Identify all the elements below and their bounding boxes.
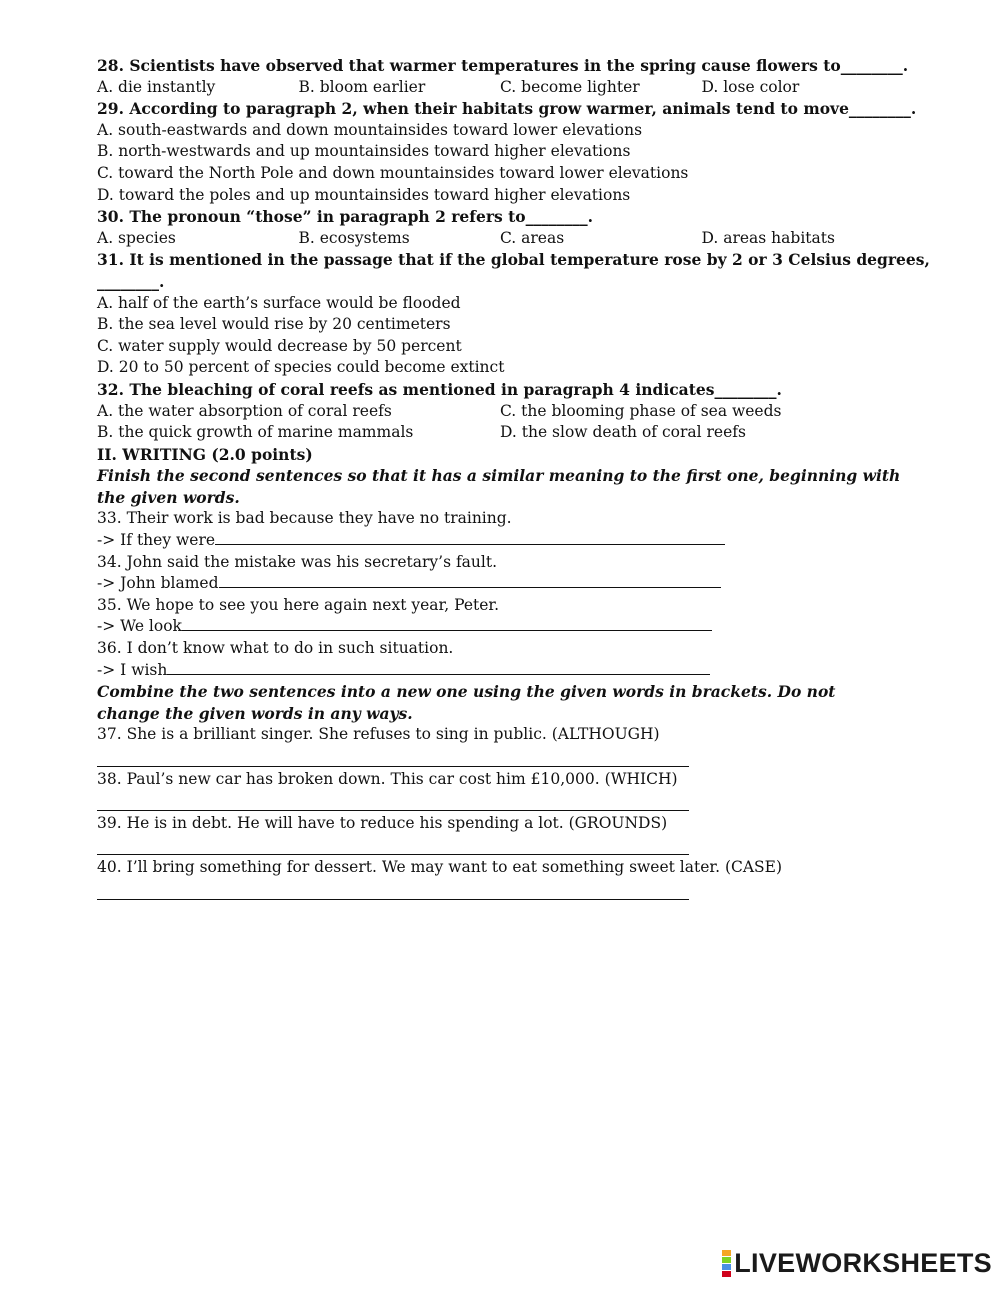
question-33-sentence: 33. Their work is bad because they have no training. <box>97 509 512 528</box>
option-a[interactable]: A. die instantly <box>97 77 216 96</box>
option-d[interactable]: D. areas habitats <box>701 228 835 247</box>
option-b[interactable]: B. the quick growth of marine mammals <box>97 423 414 442</box>
option-c[interactable]: C. water supply would decrease by 50 percent <box>97 336 462 355</box>
question-36-answer-row <box>97 660 903 682</box>
logo-block <box>722 1257 731 1263</box>
answer-blank[interactable] <box>182 616 712 631</box>
question-30-options <box>97 228 903 250</box>
liveworksheets-logo <box>722 1249 992 1277</box>
section-heading-writing: II. WRITING (2.0 points) <box>97 444 313 464</box>
option-d[interactable]: D. lose color <box>701 77 800 96</box>
answer-blank[interactable] <box>219 573 721 588</box>
question-32-stem: 32. The bleaching of coral reefs as mentioned in paragraph 4 indicates________. <box>97 379 782 399</box>
worksheet-page <box>97 55 930 901</box>
question-38-sentence: 38. Paul’s new car has broken down. This car cost him £10,000. (WHICH) <box>97 769 678 788</box>
question-28-stem: 28. Scientists have observed that warmer temperatures in the spring cause flowers to________. <box>97 56 909 75</box>
answer-prompt: -> I wish <box>97 660 168 679</box>
logo-mark-icon <box>722 1250 731 1277</box>
question-34-sentence: 34. John said the mistake was his secretary’s fault. <box>97 552 498 571</box>
question-29-stem: 29. According to paragraph 2, when their habitats grow warmer, animals tend to move________. <box>97 99 917 119</box>
option-d[interactable]: D. 20 to 50 percent of species could become extinct <box>97 358 505 377</box>
instruction-rewrite: Finish the second sentences so that it has a similar meaning to the first one, beginning with the given words. <box>97 466 901 507</box>
question-39-sentence: 39. He is in debt. He will have to reduce his spending a lot. (GROUNDS) <box>97 813 668 832</box>
question-40-sentence: 40. I’ll bring something for dessert. We may want to eat something sweet later. (CASE) <box>97 857 783 876</box>
logo-text: LIVEWORKSHEETS <box>734 1247 992 1278</box>
option-c[interactable]: C. areas <box>500 228 565 247</box>
option-d[interactable]: D. toward the poles and up mountainsides toward higher elevations <box>97 185 631 204</box>
question-36-sentence: 36. I don’t know what to do in such situation. <box>97 639 454 658</box>
question-34-answer-row <box>97 573 903 595</box>
question-31-stem: 31. It is mentioned in the passage that if the global temperature rose by 2 or 3 Celsius degrees, <box>97 250 930 270</box>
answer-line[interactable] <box>97 790 689 811</box>
option-a[interactable]: A. species <box>97 228 176 247</box>
option-b[interactable]: B. north-westwards and up mountainsides toward higher elevations <box>97 142 631 161</box>
answer-prompt: -> We look <box>97 617 182 636</box>
question-33-answer-row <box>97 530 903 552</box>
answer-blank[interactable] <box>215 530 725 545</box>
logo-block <box>722 1264 731 1270</box>
option-a[interactable]: A. half of the earth’s surface would be flooded <box>97 293 461 312</box>
question-32-options-row1 <box>97 401 903 423</box>
option-c[interactable]: C. become lighter <box>500 77 640 96</box>
option-a[interactable]: A. south-eastwards and down mountainsides toward lower elevations <box>97 120 643 139</box>
question-30-stem: 30. The pronoun “those” in paragraph 2 refers to________. <box>97 207 594 227</box>
answer-blank[interactable] <box>167 660 710 675</box>
option-c[interactable]: C. the blooming phase of sea weeds <box>500 401 782 420</box>
question-37-sentence: 37. She is a brilliant singer. She refuses to sing in public. (ALTHOUGH) <box>97 725 660 744</box>
question-35-sentence: 35. We hope to see you here again next year, Peter. <box>97 595 500 614</box>
instruction-combine: Combine the two sentences into a new one using the given words in brackets. Do not change the given words in any ways. <box>97 682 836 723</box>
question-35-answer-row <box>97 616 903 638</box>
option-b[interactable]: B. bloom earlier <box>298 77 426 96</box>
option-b[interactable]: B. the sea level would rise by 20 centimeters <box>97 315 451 334</box>
option-c[interactable]: C. toward the North Pole and down mountainsides toward lower elevations <box>97 163 689 182</box>
option-a[interactable]: A. the water absorption of coral reefs <box>97 401 392 420</box>
answer-line[interactable] <box>97 834 689 855</box>
answer-prompt: -> If they were <box>97 531 216 550</box>
question-28-options <box>97 77 903 99</box>
answer-prompt: -> John blamed <box>97 574 219 593</box>
logo-block <box>722 1271 731 1277</box>
option-b[interactable]: B. ecosystems <box>298 228 410 247</box>
logo-block <box>722 1250 731 1256</box>
option-d[interactable]: D. the slow death of coral reefs <box>500 423 746 442</box>
answer-line[interactable] <box>97 879 689 900</box>
question-31-blank[interactable]: ________. <box>97 271 165 291</box>
question-32-options-row2 <box>97 422 903 444</box>
answer-line[interactable] <box>97 746 689 767</box>
